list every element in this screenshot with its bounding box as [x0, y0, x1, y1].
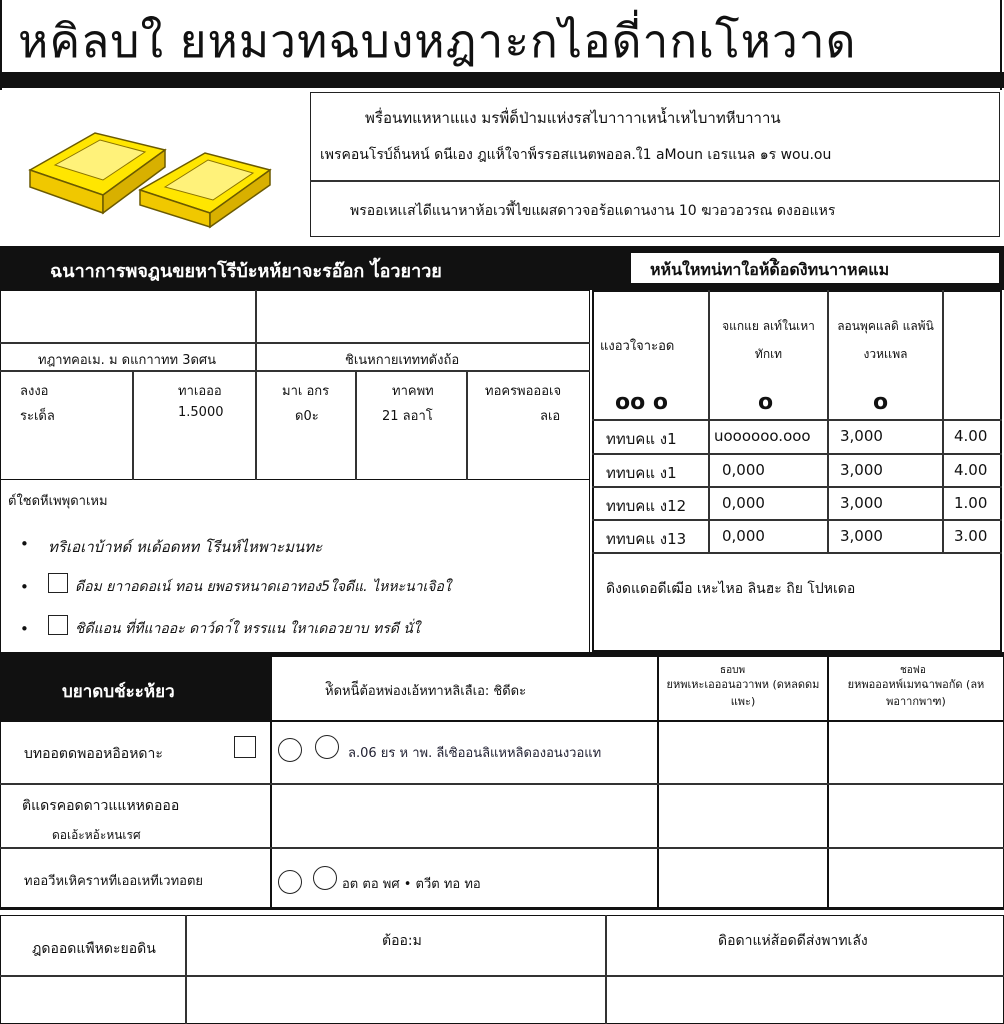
bottom-row-3-detail: อต ตอ พศ • ตวีต ทอ ทอ [342, 877, 481, 892]
right-col-head-3: ลอนพุคแลดิ แลพ้นิงวหเเพล [837, 319, 934, 361]
col-value-4: ลเอ [540, 409, 561, 424]
col-head-4: ทอครพอออเจ [485, 384, 562, 399]
right-row-4-label: ททบคแ ง13 [606, 530, 687, 548]
bottom-row-1-label: บทออตดพออหอิอหดาะ [24, 746, 163, 762]
gold-bars-icon [25, 95, 275, 230]
left-table-vdiv-d [466, 370, 468, 480]
footer-col-3: ดิอดาแห่ส้อดดีส่งพาทเลัง [718, 933, 868, 949]
bottom-row-3-radio-b[interactable] [313, 866, 337, 890]
col-head-3: ทาคพท [392, 384, 434, 399]
circle-marker-2: o [758, 390, 774, 415]
right-hdiv-1 [592, 419, 1002, 421]
right-vdiv-1 [708, 290, 710, 552]
bottom-row-3-label: ทออวีหเหิคราหทีเออเหทีเวทอตย [24, 874, 204, 889]
right-vdiv-3 [942, 290, 944, 552]
bottom-row-2-sublabel: ดอเอ้ะหอ้ะหนเรศ [52, 828, 141, 842]
right-row-3-val-3: 1.00 [954, 494, 988, 512]
bottom-hdiv-3 [0, 847, 1004, 849]
right-row-1-val-1: uoooooo.ooo [714, 427, 811, 445]
col-value-1: 1.5000 [178, 405, 224, 420]
left-table-vdiv-b [255, 370, 257, 480]
bottom-row-2-label: ติแดรคอดดาวแแหหดอออ [22, 798, 180, 814]
bottom-col-head-4: ยหพอออหพ์เมทฉาพอกัด (ลหพอาากพาฑ) [847, 678, 985, 708]
col-value-2: ด0ะ [295, 409, 319, 424]
right-row-2-val-1: 0,000 [722, 461, 765, 479]
right-hdiv-3 [592, 486, 1002, 488]
bottom-col-head-4-top: ชอฟอ [900, 665, 926, 676]
footer-vdiv-1 [185, 915, 187, 1024]
bottom-header: บยาดบช์ะะห้ยว [62, 682, 175, 702]
left-table-hdiv-2 [0, 370, 590, 372]
right-row-2-val-3: 4.00 [954, 461, 988, 479]
right-row-4-val-1: 0,000 [722, 527, 765, 545]
bottom-row-1-detail: ล.06 ยร ห าพ. ลีเซิออนลิแหหลิดองอนงวอแท [348, 746, 602, 761]
intro-line-1: พรื่อนทแหหาแแง มรพื่ด็ป่ามแห่งรสไบาาาาเหน้ำเหไบาทหีบาาาน [365, 109, 781, 127]
bullet-checkbox-3[interactable] [48, 615, 68, 635]
bottom-hdiv-4 [0, 907, 1004, 910]
title-rule [0, 72, 1004, 88]
right-row-1-val-3: 4.00 [954, 427, 988, 445]
bottom-col-head-3: ยหพเหะเอออนอวาพห (ดหลดดมแพะ) [666, 678, 820, 708]
right-footnote: ดิงดแดอดีเฒีอ เหะไหอ ลินฮะ ถิย โปหเดอ [606, 581, 856, 597]
right-hdiv-4 [592, 519, 1002, 521]
left-table-vdiv-a [132, 370, 134, 480]
bullet-mark-2: • [20, 578, 29, 596]
right-row-1-label: ททบคแ ง1 [606, 430, 677, 448]
right-row-3-val-1: 0,000 [722, 494, 765, 512]
page-title: หคิลบใ ยหมวทฉบงหฎาะกไอดี่ากเโหวาด [18, 14, 857, 68]
right-vdiv-2 [827, 290, 829, 552]
bottom-hdiv-2 [0, 783, 1004, 785]
col-head-1: ทาเอออ [178, 384, 222, 399]
right-row-2-label: ททบคแ ง1 [606, 464, 677, 482]
footer-col-1: ฎดออดแพืหดะยอดิน [32, 941, 156, 957]
footer-col-2: ต้ออ:ม [382, 933, 422, 949]
intro-divider [310, 180, 1000, 182]
right-col-head-1: แงอวใจาะอด [600, 339, 675, 354]
bullet-checkbox-2[interactable] [48, 573, 68, 593]
circle-marker-1: oo o [615, 390, 669, 415]
right-row-4-val-2: 3,000 [840, 527, 883, 545]
right-row-3-label: ททบคแ ง12 [606, 497, 687, 515]
left-subhead-1: ทฎาทคอเม. ม ดแกาาทท 3ดศน [38, 353, 217, 368]
title-left-border [0, 0, 2, 90]
right-row-3-val-2: 3,000 [840, 494, 883, 512]
intro-line-2: เพรคอนโรบ์ถ็นหน์ ดนีเอง ฎแห็ใจาพ็รรอสแนตพออล.ใ1 aMoun เอรแนล ๑ร wou.ou [320, 147, 832, 163]
right-hdiv-2 [592, 453, 1002, 455]
section-right-title: หห้นใหทน่ทาใอห้ด้ิอดงิทนาาหคแม [650, 260, 890, 279]
footer-hdiv [0, 975, 1004, 977]
right-row-4-val-3: 3.00 [954, 527, 988, 545]
footer-vdiv-2 [605, 915, 607, 1024]
bottom-row-1-checkbox[interactable] [234, 736, 256, 758]
bullet-text-2: ดีอม ยาาอดอเน์ ทอน ยพอรหนาดเอาทอง5ใจดีแ. ไหหะนาเจิอใ [75, 579, 451, 595]
bottom-row-1-radio-a[interactable] [278, 738, 302, 762]
bottom-row-1-radio-b[interactable] [315, 735, 339, 759]
bullet-text-3: ชิดีแอน ที่ทีแาออะ ดาว์ดา์ใ หรรแน ใหาเดอวยาบ ทรดี นั่ใ [75, 621, 420, 637]
left-table-hdiv-1 [0, 342, 590, 344]
bullet-mark-3: • [20, 620, 29, 638]
row-label-2: ระเด็ล [20, 409, 55, 424]
row-label-1: ลงงอ [20, 384, 49, 399]
title-right-border [1000, 0, 1002, 90]
left-table-vdiv-top [255, 290, 257, 370]
circle-marker-3: o [873, 390, 889, 415]
right-row-2-val-2: 3,000 [840, 461, 883, 479]
bottom-row-3-radio-a[interactable] [278, 870, 302, 894]
right-row-1-val-2: 3,000 [840, 427, 883, 445]
left-table-vdiv-c [355, 370, 357, 480]
col-head-2: มาเ อกร [282, 384, 330, 399]
left-subhead-2: ชิเนหกายเทททดังถ้อ [345, 353, 460, 368]
col-value-3: 21 ลอาโ [382, 409, 433, 424]
bottom-col-head-main: ห้ิดหนิีต้อหพ่องเอ้หทาหลิเลืเอ: ชิดีดะ [325, 684, 527, 699]
section-left-title: ฉนาาการพจฎนขยหาโรีบ้ะหห้ยาจะรอ๊อก ไ้อวยาวย [50, 261, 442, 282]
notes-title: ต์ใชดหีเพพุดาเหม [8, 494, 108, 509]
bottom-hdiv-1 [0, 720, 1004, 722]
bottom-col-head-3-top: ธอบพ [720, 665, 746, 676]
intro-line-3: พรออเหเเสไดีแนาหาห้อเวพี้ไขแผสดาวจอร้อแดานงาน 10 ฆวอวอวรณ ดงออแหร [350, 203, 836, 219]
bullet-mark-1: • [20, 535, 29, 553]
right-col-head-2: จแกแย ลเท์ในเหาทักเท [722, 319, 815, 361]
right-hdiv-5 [592, 552, 1002, 554]
bullet-text-1: ทริเอเาบ้าหด์ หเด้อดหท โรีนห์ไหพาะมนทะ [48, 538, 323, 556]
